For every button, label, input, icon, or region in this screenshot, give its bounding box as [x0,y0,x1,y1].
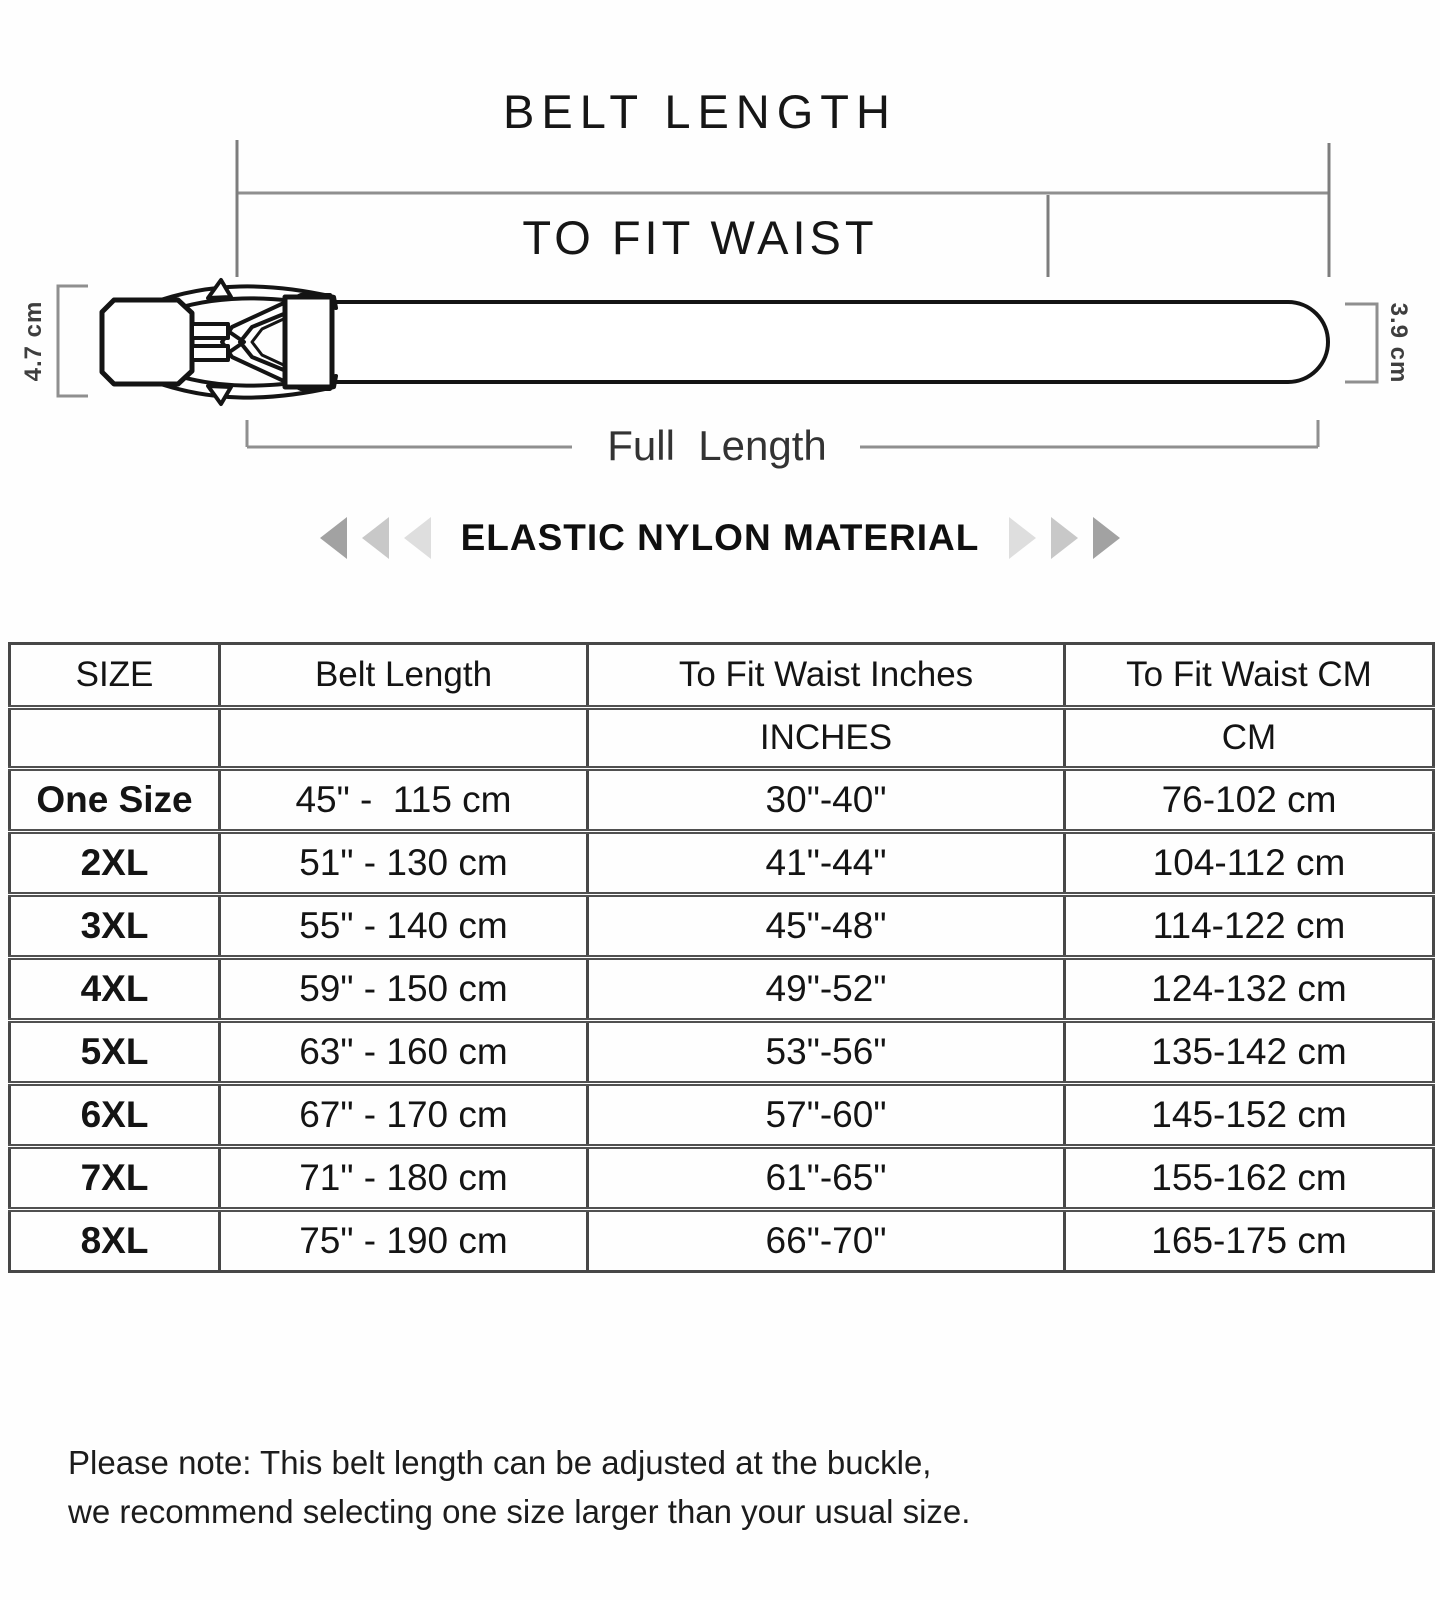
to-fit-waist-label: TO FIT WAIST [522,211,878,264]
belt-buckle-icon [102,280,336,404]
full-length-label: Full Length [607,422,827,469]
belt-length-cell: 75" - 190 cm [220,1210,588,1272]
waist-cm-cell: 155-162 cm [1065,1147,1434,1210]
waist-inches-cell: 66"-70" [588,1210,1065,1272]
col-header-waist-inches: To Fit Waist Inches [588,644,1065,708]
size-cell: One Size [10,769,220,832]
belt-length-cell: 55" - 140 cm [220,895,588,958]
table-row [10,832,1434,895]
waist-inches-cell: 53"-56" [588,1021,1065,1084]
right-arrow-icon [1093,517,1120,559]
waist-inches-cell: 45"-48" [588,895,1065,958]
page-title: BELT LENGTH [503,85,897,138]
table-row [10,895,1434,958]
left-arrow-icon [362,517,389,559]
waist-inches-cell: 57"-60" [588,1084,1065,1147]
left-arrow-icon [404,517,431,559]
right-arrows [1009,517,1120,559]
waist-cm-cell: 104-112 cm [1065,832,1434,895]
size-cell: 7XL [10,1147,220,1210]
size-cell: 6XL [10,1084,220,1147]
size-cell: 3XL [10,895,220,958]
belt-length-cell: 51" - 130 cm [220,832,588,895]
waist-inches-cell: 61"-65" [588,1147,1065,1210]
units-cell-inches: INCHES [588,708,1065,769]
table-units-row [10,708,1434,769]
belt-length-cell: 63" - 160 cm [220,1021,588,1084]
table-header-row [10,644,1434,708]
size-cell: 4XL [10,958,220,1021]
belt-length-cell: 71" - 180 cm [220,1147,588,1210]
belt-length-cell: 59" - 150 cm [220,958,588,1021]
left-arrows [320,517,431,559]
table-row [10,1210,1434,1272]
col-header-belt-length: Belt Length [220,644,588,708]
col-header-waist-cm: To Fit Waist CM [1065,644,1434,708]
table-row [10,958,1434,1021]
waist-cm-cell: 165-175 cm [1065,1210,1434,1272]
right-arrow-icon [1051,517,1078,559]
waist-cm-cell: 76-102 cm [1065,769,1434,832]
waist-inches-cell: 41"-44" [588,832,1065,895]
units-cell [220,708,588,769]
units-cell-cm: CM [1065,708,1434,769]
left-arrow-icon [320,517,347,559]
belt-strap [332,302,1328,382]
size-cell: 2XL [10,832,220,895]
size-note-line1: Please note: This belt length can be adjusted at the buckle, [68,1444,932,1481]
belt-length-cell: 45" - 115 cm [220,769,588,832]
buckle-height-label: 4.7 cm [20,300,47,382]
waist-inches-cell: 30"-40" [588,769,1065,832]
size-cell: 5XL [10,1021,220,1084]
material-banner-label: ELASTIC NYLON MATERIAL [460,517,980,558]
belt-length-cell: 67" - 170 cm [220,1084,588,1147]
table-row [10,769,1434,832]
waist-inches-cell: 49"-52" [588,958,1065,1021]
size-note [68,1438,970,1536]
waist-cm-cell: 124-132 cm [1065,958,1434,1021]
material-banner [0,512,1440,564]
table-row [10,1084,1434,1147]
units-cell [10,708,220,769]
table-row [10,1147,1434,1210]
waist-cm-cell: 114-122 cm [1065,895,1434,958]
table-row [10,1021,1434,1084]
right-arrow-icon [1009,517,1036,559]
waist-cm-cell: 135-142 cm [1065,1021,1434,1084]
size-table [8,642,1435,1273]
col-header-size: SIZE [10,644,220,708]
tip-height-label: 3.9 cm [1385,302,1412,384]
size-cell: 8XL [10,1210,220,1272]
size-note-line2: we recommend selecting one size larger than your usual size. [68,1493,971,1530]
waist-cm-cell: 145-152 cm [1065,1084,1434,1147]
